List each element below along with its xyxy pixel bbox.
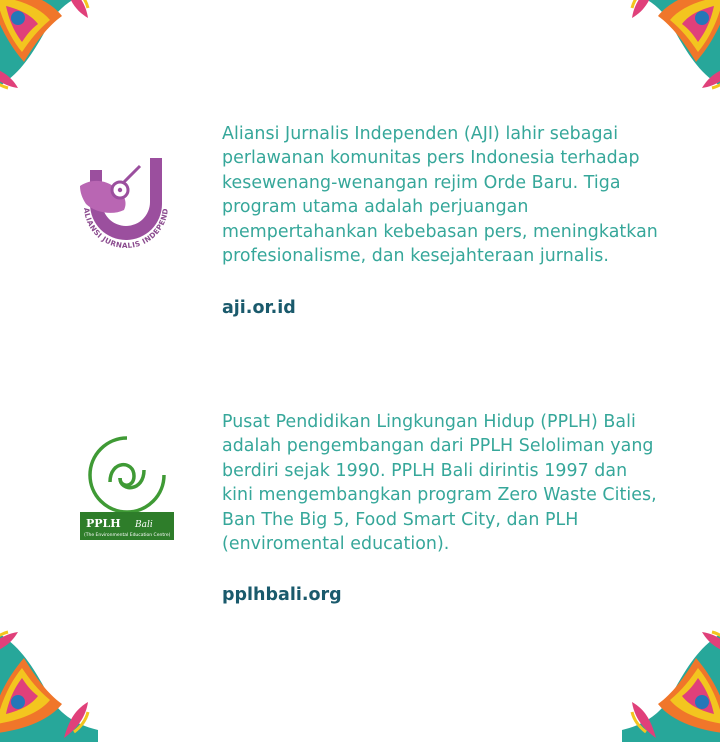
pplh-logo-name: PPLH xyxy=(86,517,121,530)
aji-logo-icon xyxy=(72,150,182,260)
corner-ornament-icon xyxy=(622,622,720,742)
corner-ornament-icon xyxy=(0,0,98,98)
pplh-url-link[interactable]: pplhbali.org xyxy=(222,585,342,606)
pplh-description: Pusat Pendidikan Lingkungan Hidup (PPLH) Bali adalah pengembangan dari PPLH Seloliman yang berdiri sejak 1990. PPLH Bali dirintis 1997 dan kini mengembangkan program Zero Waste Cities, Ban The Big 5, Food Smart City, dan PLH (enviromental education). xyxy=(222,412,657,555)
pplh-section xyxy=(222,410,662,605)
pplh-logo-place: Bali xyxy=(135,520,153,530)
corner-ornament-icon xyxy=(0,622,98,742)
aji-url-link[interactable]: aji.or.id xyxy=(222,298,296,319)
aji-logo-text: ALIANSI JURNALIS INDEPEND xyxy=(81,207,171,251)
aji-description: Aliansi Jurnalis Independen (AJI) lahir sebagai perlawanan komunitas pers Indonesia terhadap kesewenang-wenangan rejim Orde Baru. Tiga program utama adalah perjuangan mempertahankan kebebasan pers, meningkatkan profesionalisme, dan kesejahteraan jurnalis. xyxy=(222,124,658,267)
corner-ornament-icon xyxy=(622,0,720,98)
pplh-logo-icon xyxy=(80,430,174,542)
aji-section xyxy=(222,122,662,318)
pplh-logo-subtitle: (The Environmental Education Centre) xyxy=(84,533,171,538)
